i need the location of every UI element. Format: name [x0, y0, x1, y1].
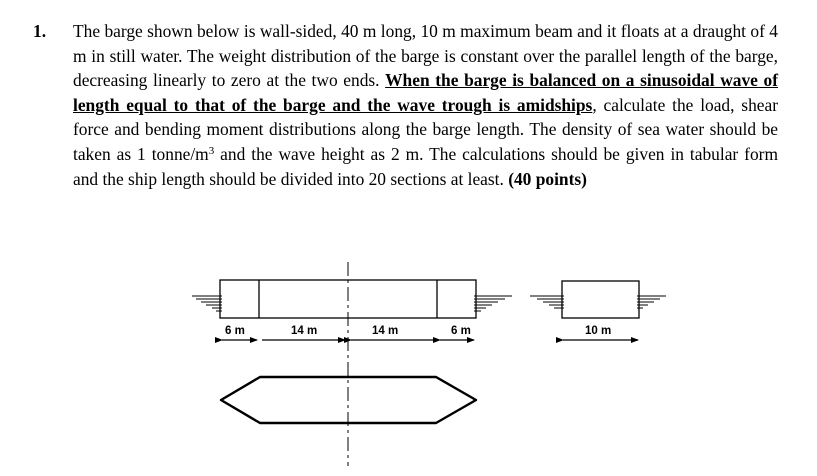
question-number: 1. — [33, 21, 47, 41]
waterline-symbol-end-left — [530, 296, 564, 308]
waterline-symbol-right — [474, 296, 512, 311]
underlined-condition: When the barge is balanced on a sinusoidal wave of length equal to that of the barge and the wave trough is amidships — [73, 70, 778, 115]
points-label: (40 points) — [508, 168, 587, 189]
dim-label-14m-left: 14 m — [291, 325, 318, 337]
superscript-three: 3 — [208, 144, 215, 157]
dim-label-14m-right: 14 m — [372, 325, 399, 337]
end-view — [562, 281, 639, 318]
text-task: , calculate the load, shear force and bending moment distributions along the barge length. The density of sea water should be taken as 1 tonne/m — [73, 94, 778, 164]
dim-label-6m-right: 6 m — [451, 325, 471, 337]
section-outline — [562, 281, 639, 318]
text-intro: The barge shown below is wall-sided, 40 m long, 10 m maximum beam and it floats at a draught of 4 m in still water. The weight distribution of the barge is constant over the parallel length of the barge, decreasing linearly to zero at the two ends. — [73, 21, 778, 91]
dim-label-6m-left: 6 m — [225, 325, 245, 337]
dim-label-10m: 10 m — [585, 325, 612, 337]
waterline-symbol-left — [192, 296, 222, 311]
text-closing: and the wave height as 2 m. The calculations should be given in tabular form and the ship length should be divided into 20 sections at least. — [73, 143, 778, 189]
waterline-symbol-end-right — [637, 296, 666, 308]
